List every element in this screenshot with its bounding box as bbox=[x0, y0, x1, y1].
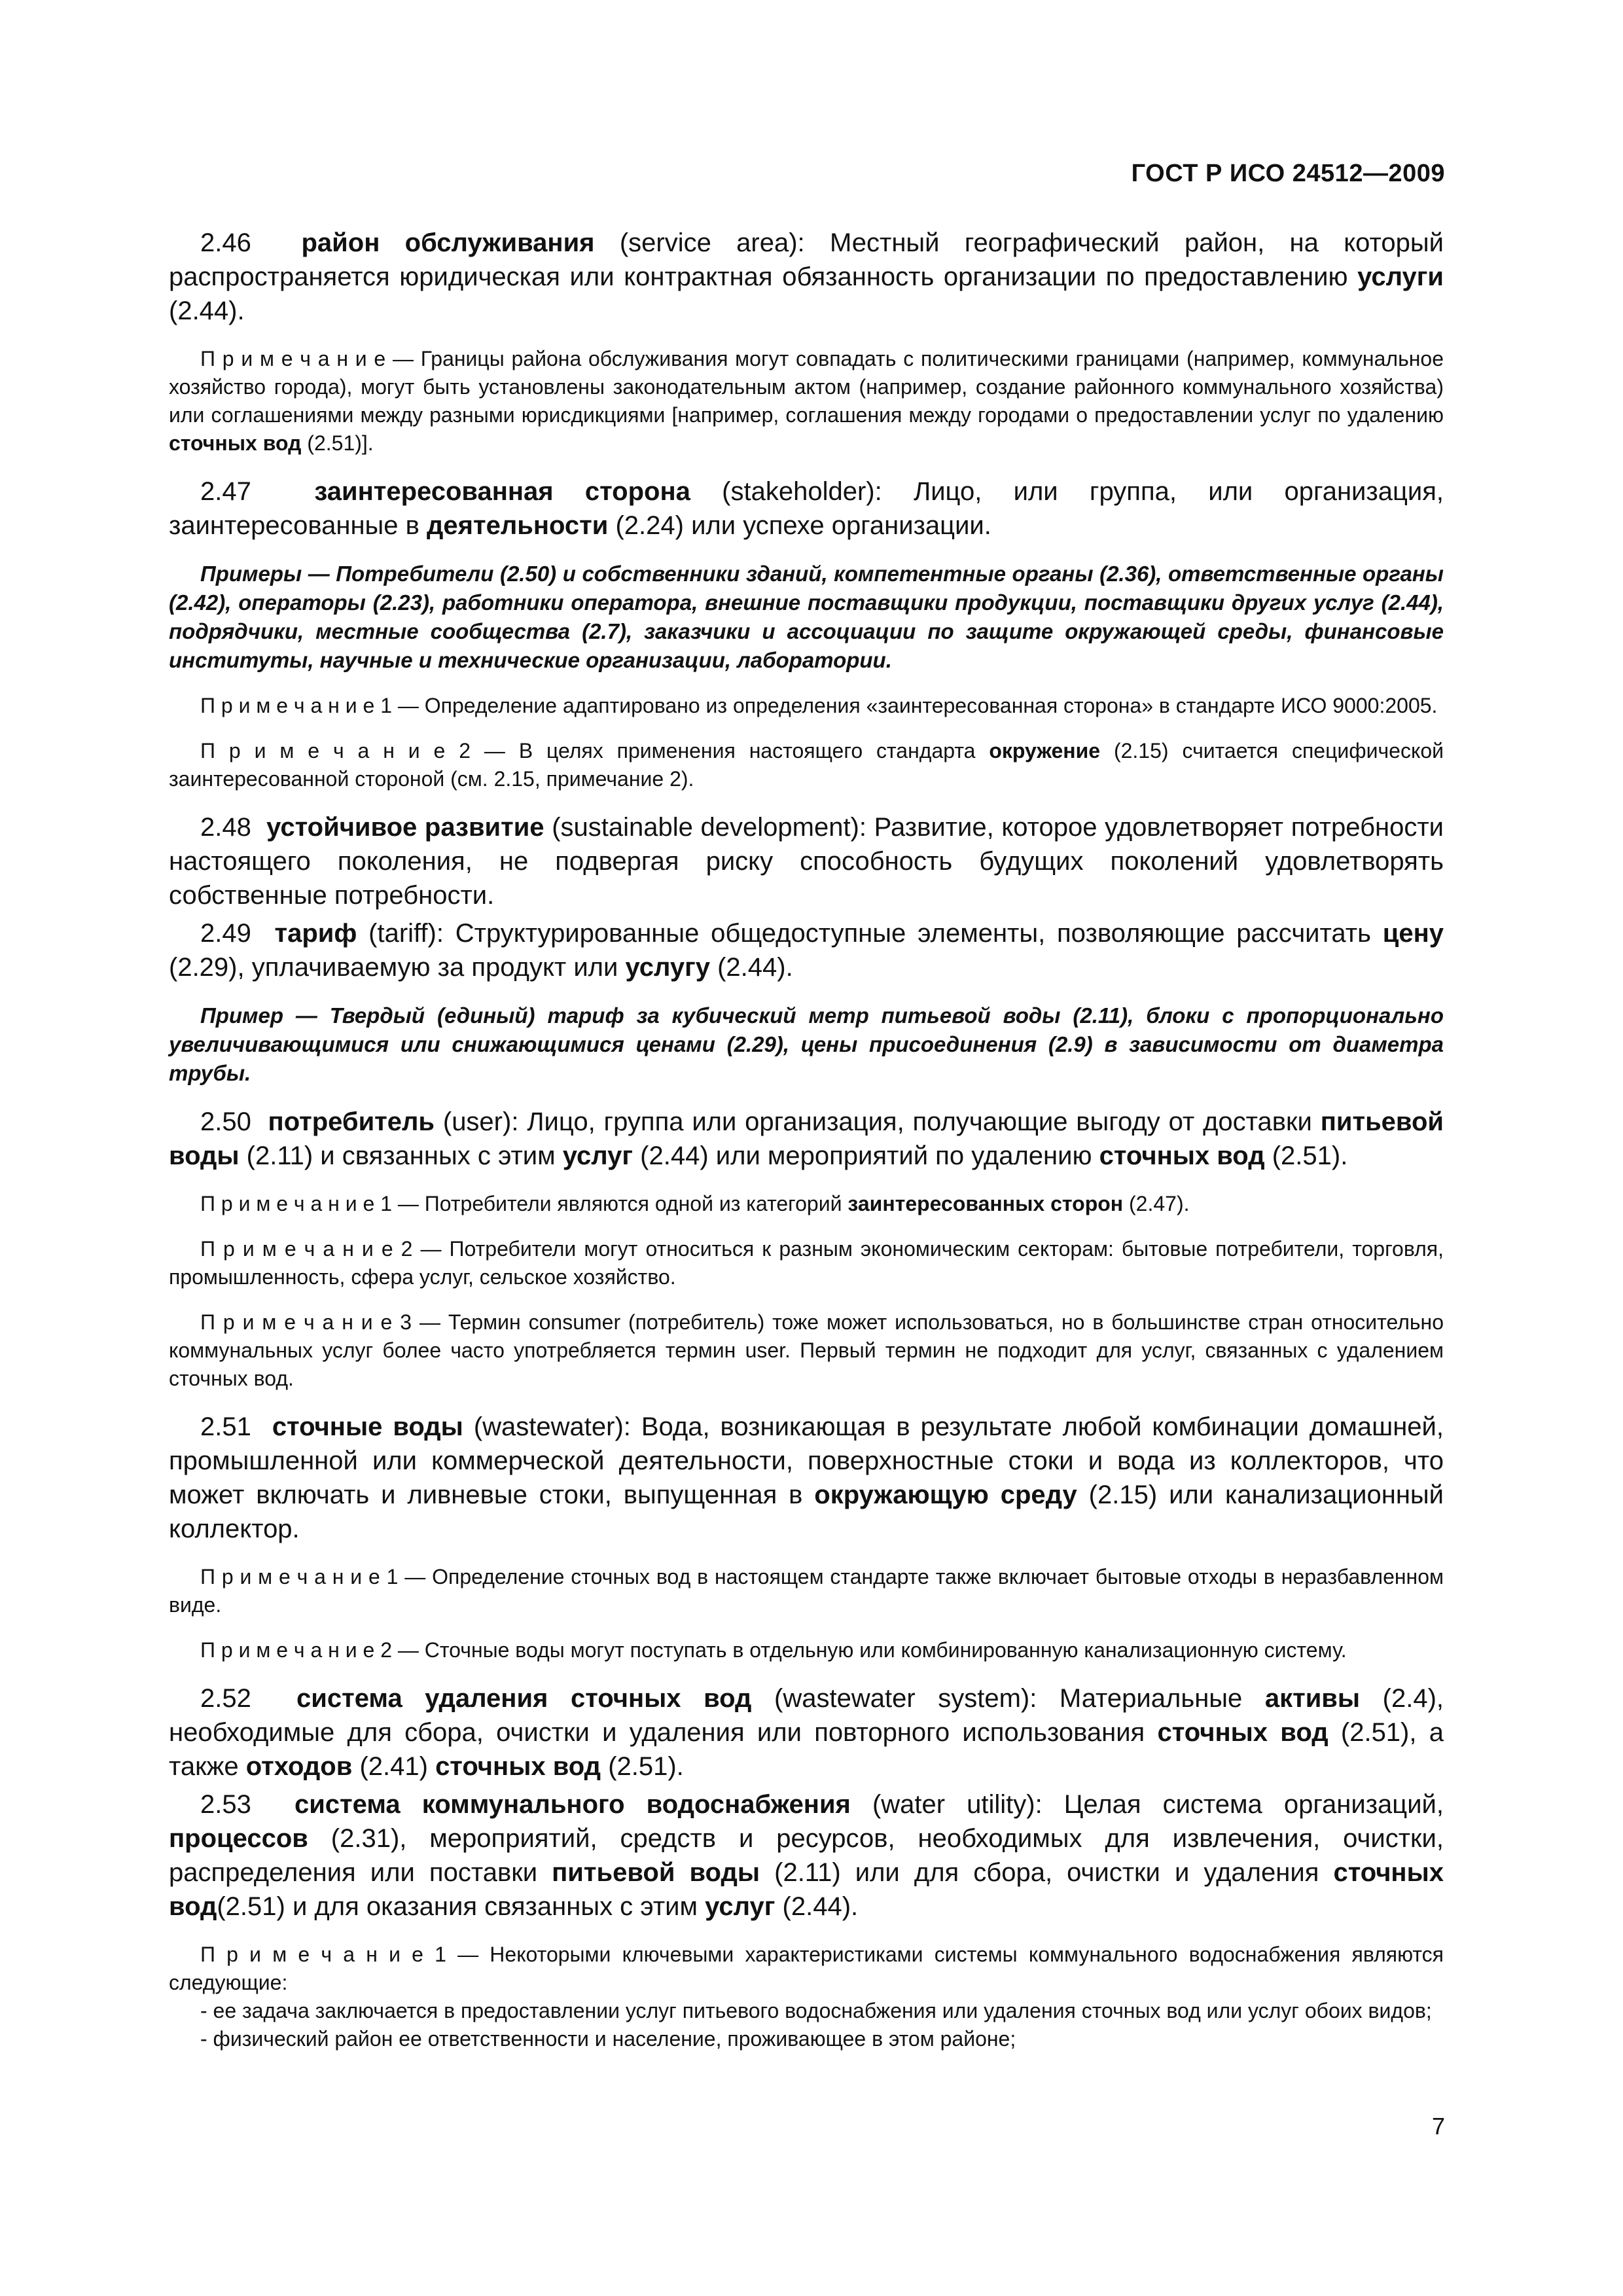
note-text: — Определение адаптировано из определения «заинтересованная сторона» в стандарте ИСО 9000:2005. bbox=[391, 694, 1438, 717]
term-entry-2-46 bbox=[169, 226, 1444, 328]
term-entry-2-48 bbox=[169, 810, 1444, 912]
term-reference: услуг bbox=[705, 1892, 776, 1921]
note-label: П р и м е ч а н и е 2 bbox=[200, 1237, 413, 1261]
term-definition: (stakeholder): Лицо, или группа, или организация, заинтересованные в bbox=[169, 477, 1444, 540]
term-number: 2.47 bbox=[200, 477, 251, 506]
term-definition-mid: (2.31), мероприятий, средств и ресурсов, необходимых для извлечения, очистки, распределения или поставки bbox=[169, 1824, 1444, 1887]
term-name: тариф bbox=[274, 919, 357, 948]
term-name: система коммунального водоснабжения bbox=[294, 1790, 851, 1819]
list-item: - ее задача заключается в предоставлении услуг питьевого водоснабжения или удаления сточных вод или услуг обоих видов; bbox=[200, 1999, 1432, 2022]
term-reference: услугу bbox=[625, 953, 710, 982]
term-definition: (wastewater): Вода, возникающая в результате любой комбинации домашней, промышленной или коммерческой деятельности, поверхностные стоки и вода из коллекторов, что может включать и ливневые стоки, выпущенная в bbox=[169, 1412, 1444, 1509]
note-label: П р и м е ч а н и е 3 bbox=[200, 1310, 412, 1334]
term-definition-tail: (2.44). bbox=[710, 953, 793, 982]
term-definition: (sustainable development): Развитие, которое удовлетворяет потребности настоящего поколения, не подвергая риску способность будущих поколений удовлетворять собственные потребности. bbox=[169, 813, 1444, 910]
term-reference: сточных вод bbox=[435, 1752, 601, 1781]
term-definition-mid: (2.29), уплачиваемую за продукт или bbox=[169, 953, 626, 982]
note-2-51-2 bbox=[169, 1636, 1444, 1664]
term-definition-mid: (2.41) bbox=[352, 1752, 436, 1781]
term-number: 2.50 bbox=[200, 1107, 251, 1136]
term-definition-mid: (2.51) и для оказания связанных с этим bbox=[217, 1892, 705, 1921]
page-number: 7 bbox=[1431, 2113, 1445, 2140]
note-2-50-3 bbox=[169, 1308, 1444, 1393]
note-text: — Потребители являются одной из категорий bbox=[391, 1192, 848, 1215]
term-entry-2-52 bbox=[169, 1681, 1444, 1784]
term-definition-tail: (2.51). bbox=[601, 1752, 684, 1781]
term-definition-tail: (2.44). bbox=[775, 1892, 859, 1921]
term-reference: сточных вод bbox=[169, 431, 302, 455]
note-text-tail: (2.47). bbox=[1123, 1192, 1190, 1215]
term-reference: услуги bbox=[1357, 262, 1444, 291]
term-definition-mid: (2.51), а также bbox=[169, 1718, 1444, 1781]
note-label: П р и м е ч а н и е 1 bbox=[200, 694, 392, 717]
term-number: 2.46 bbox=[200, 228, 251, 257]
term-definition: (tariff): Структурированные общедоступные элементы, позволяющие рассчитать bbox=[357, 919, 1383, 948]
term-number: 2.48 bbox=[200, 813, 251, 842]
document-header: ГОСТ Р ИСО 24512—2009 bbox=[1131, 160, 1445, 187]
term-name: сточные воды bbox=[272, 1412, 463, 1441]
term-definition: (service area): Местный географический район, на который распространяется юридическая или контрактная обязанность организации по предоставлению bbox=[169, 228, 1444, 291]
document-body bbox=[169, 226, 1444, 2053]
note-text: — Потребители могут относиться к разным экономическим секторам: бытовые потребители, торговля, промышленность, сфера услуг, сельское хозяйство. bbox=[169, 1237, 1444, 1289]
example-2-47: Примеры — Потребители (2.50) и собственники зданий, компетентные органы (2.36), ответственные органы (2.42), операторы (2.23), работники оператора, внешние поставщики продукции, поставщики других услуг (2.44), подрядчики, местные сообщества (2.7), заказчики и ассоциации по защите окружающей среды, финансовые институты, научные и технические организации, лаборатории. bbox=[169, 562, 1444, 672]
note-2-47-2 bbox=[169, 737, 1444, 793]
term-definition: (wastewater system): Материальные bbox=[751, 1684, 1265, 1713]
term-definition-mid: (2.11) или для сбора, очистки и удаления bbox=[760, 1858, 1334, 1887]
note-2-53-1 bbox=[169, 1941, 1444, 1997]
list-item: - физический район ее ответственности и население, проживающее в этом районе; bbox=[200, 2027, 1016, 2051]
term-name: система удаления сточных вод bbox=[296, 1684, 752, 1713]
note-2-50-1 bbox=[169, 1190, 1444, 1218]
term-definition-tail: (2.24) или успехе организации. bbox=[608, 511, 991, 540]
term-definition-mid: (2.11) и связанных с этим bbox=[239, 1141, 563, 1170]
note-2-51-1 bbox=[169, 1563, 1444, 1619]
note-label: П р и м е ч а н и е bbox=[200, 347, 386, 370]
note-2-47-1 bbox=[169, 692, 1444, 720]
term-reference: услуг bbox=[562, 1141, 633, 1170]
term-reference: окружение bbox=[989, 739, 1101, 762]
term-reference: отходов bbox=[245, 1752, 353, 1781]
term-reference: сточных вод bbox=[1157, 1718, 1329, 1747]
term-entry-2-47 bbox=[169, 475, 1444, 543]
term-entry-2-51 bbox=[169, 1410, 1444, 1546]
term-reference: заинтересованных сторон bbox=[847, 1192, 1124, 1215]
term-reference: питьевой воды bbox=[169, 1107, 1444, 1170]
term-definition-tail: (2.51). bbox=[1264, 1141, 1348, 1170]
note-text: — Некоторыми ключевыми характеристиками системы коммунального водоснабжения являются следующие: bbox=[169, 1943, 1444, 1994]
term-definition: (user): Лицо, группа или организация, получающие выгоду от доставки bbox=[435, 1107, 1321, 1136]
term-definition-mid: (2.4), необходимые для сбора, очистки и удаления или повторного использования bbox=[169, 1684, 1444, 1747]
note-text: — Границы района обслуживания могут совпадать с политическими границами (например, коммунальное хозяйство города), могут быть установлены законодательным актом (например, создание районного коммунального хозяйства) или соглашениями между разными юрисдикциями [например, соглашения между городами о предоставлении услуг по удалению bbox=[169, 347, 1444, 427]
term-definition-tail: (2.44). bbox=[169, 296, 245, 325]
term-reference: сточных вод bbox=[169, 1858, 1444, 1921]
term-reference: сточных вод bbox=[1099, 1141, 1265, 1170]
term-name: устойчивое развитие bbox=[266, 813, 544, 842]
term-reference: процессов bbox=[169, 1824, 308, 1853]
term-number: 2.51 bbox=[200, 1412, 251, 1441]
term-number: 2.52 bbox=[200, 1684, 251, 1713]
term-number: 2.49 bbox=[200, 919, 251, 948]
note-text: — Термин consumer (потребитель) тоже может использоваться, но в большинстве стран относительно коммунальных услуг более часто употребляется термин user. Первый термин не подходит для услуг, связанных с удалением сточных вод. bbox=[169, 1310, 1444, 1390]
term-reference: окружающую среду bbox=[814, 1480, 1077, 1509]
term-entry-2-49 bbox=[169, 916, 1444, 984]
term-name: заинтересованная сторона bbox=[314, 477, 690, 506]
term-entry-2-50 bbox=[169, 1105, 1444, 1173]
note-text-tail: (2.51)]. bbox=[301, 431, 374, 455]
term-definition: (water utility): Целая система организаций, bbox=[850, 1790, 1444, 1819]
term-definition-tail: (2.15) или канализационный коллектор. bbox=[169, 1480, 1444, 1543]
note-2-46 bbox=[169, 345, 1444, 457]
note-text-tail: (2.15) считается специфической заинтересованной стороной (см. 2.15, примечание 2). bbox=[169, 739, 1444, 791]
note-2-50-2 bbox=[169, 1235, 1444, 1291]
term-reference: активы bbox=[1264, 1684, 1361, 1713]
note-label: П р и м е ч а н и е 1 bbox=[200, 1943, 446, 1966]
term-reference: питьевой воды bbox=[552, 1858, 760, 1887]
note-label: П р и м е ч а н и е 1 bbox=[200, 1565, 399, 1588]
term-name: район обслуживания bbox=[301, 228, 595, 257]
note-label: П р и м е ч а н и е 2 bbox=[200, 1638, 392, 1662]
example-2-49: Пример — Твердый (единый) тариф за кубический метр питьевой воды (2.11), блоки с пропорционально увеличивающимися или снижающимися ценами (2.29), цены присоединения (2.9) в зависимости от диаметра трубы. bbox=[169, 1003, 1444, 1085]
note-text: — Сточные воды могут поступать в отдельную или комбинированную канализационную систему. bbox=[391, 1638, 1347, 1662]
term-entry-2-53 bbox=[169, 1787, 1444, 1924]
term-name: потребитель bbox=[268, 1107, 435, 1136]
note-text: — В целях применения настоящего стандарта bbox=[471, 739, 990, 762]
term-number: 2.53 bbox=[200, 1790, 251, 1819]
note-label: П р и м е ч а н и е 1 bbox=[200, 1192, 392, 1215]
note-text: — Определение сточных вод в настоящем стандарте также включает бытовые отходы в неразбавленном виде. bbox=[169, 1565, 1444, 1617]
term-reference: деятельности bbox=[427, 511, 609, 540]
note-label: П р и м е ч а н и е 2 bbox=[200, 739, 471, 762]
term-reference: цену bbox=[1382, 919, 1444, 948]
term-definition-mid: (2.44) или мероприятий по удалению bbox=[633, 1141, 1099, 1170]
